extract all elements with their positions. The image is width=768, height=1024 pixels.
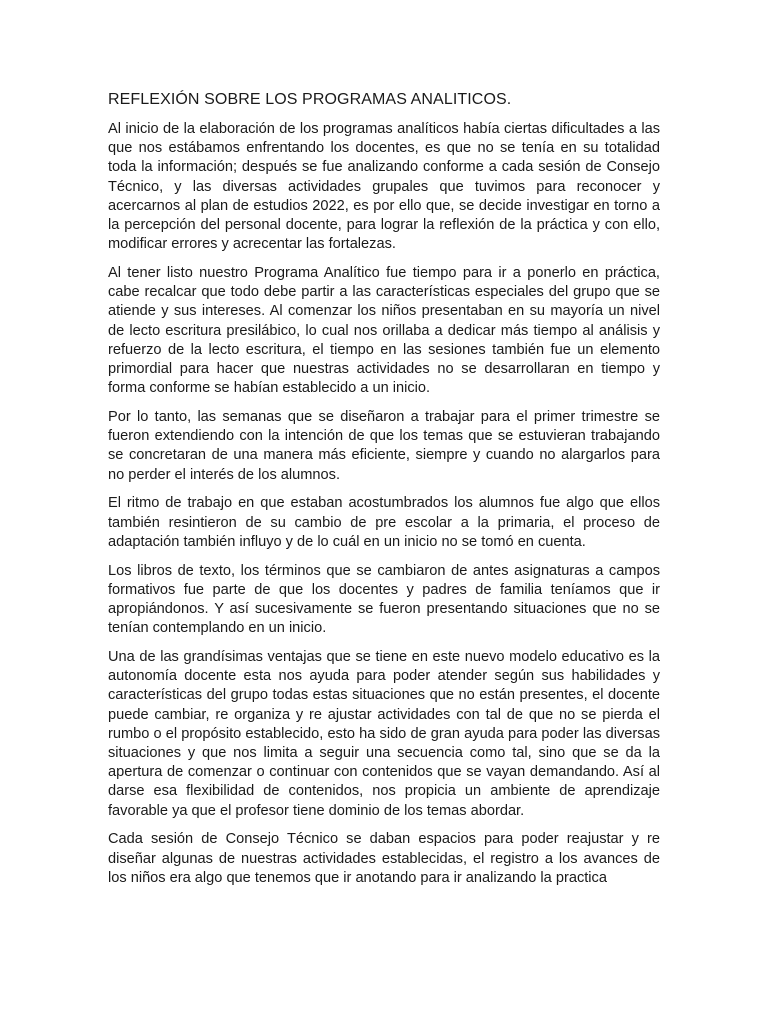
paragraph-3: Por lo tanto, las semanas que se diseñaron a trabajar para el primer trimestre se fueron extendiendo con la intención de que los temas que se estuvieran trabajando se concretaran de una manera más eficiente, siempre y cuando no alargarlos para no perder el interés de los alumnos.: [108, 409, 660, 483]
paragraph-2: Al tener listo nuestro Programa Analítico fue tiempo para ir a ponerlo en práctica, cabe recalcar que todo debe partir a las características especiales del grupo que se atiende y sus intereses. Al comenzar los niños presentaban en su mayoría un nivel de lecto escritura presilábico, lo cual nos orillaba a dedicar más tiempo al análisis y refuerzo de la lecto escritura, el tiempo en las sesiones también fue un elemento primordial para hacer que nuestras actividades no se desarrollaran en tiempo y forma conforme se habían establecido a un inicio.: [108, 265, 660, 397]
paragraph-5: Los libros de texto, los términos que se cambiaron de antes asignaturas a campos formativos fue parte de que los docentes y padres de familia teníamos que ir apropiándonos. Y así sucesivamente se fueron presentando situaciones que no se tenían contemplando en un inicio.: [108, 562, 660, 637]
document-title: REFLEXIÓN SOBRE LOS PROGRAMAS ANALITICOS.: [108, 91, 512, 108]
paragraph-6: Una de las grandísimas ventajas que se tiene en este nuevo modelo educativo es la autonomía docente esta nos ayuda para poder atender según sus habilidades y características del grupo todas estas situaciones que no están presentes, el docente puede cambiar, re organiza y re ajustar actividades con tal de que no se pierda el rumbo o el propósito establecido, esto ha sido de gran ayuda para poder las diversas situaciones y que nos limita a seguir una secuencia como tal, sino que se da la apertura de comenzar o continuar con contenidos que se vayan demandando. Así al darse esa flexibilidad de contenidos, nos propicia un ambiente de aprendizaje favorable ya que el profesor tiene dominio de los temas abordar.: [108, 649, 660, 819]
document-page: [108, 90, 660, 898]
paragraph-1: Al inicio de la elaboración de los programas analíticos había ciertas dificultades a las que nos estábamos enfrentando los docentes, es que no se tenía en su totalidad toda la información; después se fue analizando conforme a cada sesión de Consejo Técnico, y las diversas actividades grupales que tuvimos para reconocer y acercarnos al plan de estudios 2022, es por ello que, se decide investigar en torno a la percepción del personal docente, para lograr la reflexión de la práctica y con ello, modificar errores y acrecentar las fortalezas.: [108, 121, 660, 253]
paragraph-4: El ritmo de trabajo en que estaban acostumbrados los alumnos fue algo que ellos también resintieron de su cambio de pre escolar a la primaria, el proceso de adaptación también influyo y de lo cuál en un inicio no se tomó en cuenta.: [108, 495, 660, 550]
paragraph-7: Cada sesión de Consejo Técnico se daban espacios para poder reajustar y re diseñar algunas de nuestras actividades establecidas, el registro a los avances de los niños era algo que tenemos que ir anotando para ir analizando la practica: [108, 831, 660, 886]
